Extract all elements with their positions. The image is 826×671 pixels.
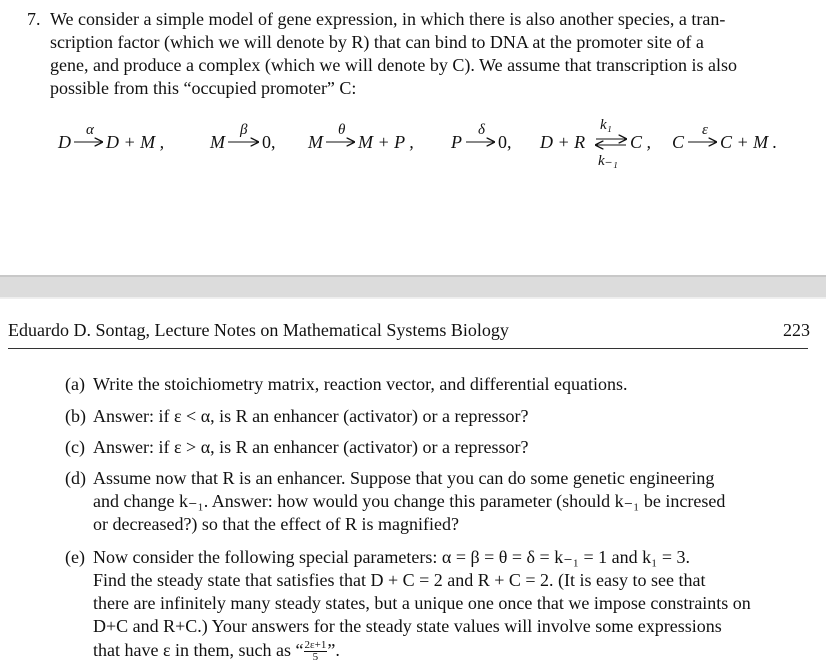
problem-line-2: scription factor (which we will denote by R) that can bind to DNA at the promoter site of a — [50, 32, 704, 52]
r3-right: M + P , — [358, 132, 414, 152]
item-e-line-5-text: that have ε in them, such as “ — [93, 640, 304, 660]
problem-line-1: We consider a simple model of gene expression, in which there is also another species, a tran- — [50, 9, 726, 29]
r5-rate-fwd: k₁ — [600, 117, 612, 133]
r4-rate: δ — [478, 122, 485, 138]
item-c-text: Answer: if ε > α, is R an enhancer (activator) or a repressor? — [93, 437, 529, 457]
item-b-text: Answer: if ε < α, is R an enhancer (activator) or a repressor? — [93, 406, 529, 426]
page-number: 223 — [783, 320, 810, 340]
item-b — [65, 405, 528, 428]
item-a — [65, 373, 628, 396]
r6-left: C — [672, 132, 685, 152]
fraction — [304, 640, 328, 663]
r3-left: M — [308, 132, 323, 152]
r6-rate: ε — [702, 122, 708, 138]
item-d-label: (d) — [65, 468, 86, 488]
item-a-label: (a) — [65, 374, 85, 394]
r5-right: C , — [630, 132, 652, 152]
header-rule — [8, 348, 808, 349]
item-c — [65, 436, 528, 459]
page-separator — [0, 275, 826, 299]
item-d-line-1: Assume now that R is an enhancer. Suppose that you can do some genetic engineering — [93, 468, 715, 488]
problem-line-4: possible from this “occupied promoter” C: — [50, 78, 357, 98]
r2-left: M — [210, 132, 225, 152]
problem-line-3: gene, and produce a complex (which we will denote by C). We assume that transcription is also — [50, 55, 738, 75]
r1-left: D — [58, 132, 71, 152]
r5-rate-bwd: k₋₁ — [598, 153, 618, 169]
fraction-denominator: 5 — [312, 651, 319, 664]
item-b-label: (b) — [65, 406, 86, 426]
reaction-scheme — [58, 118, 798, 178]
fraction-tail: ”. — [327, 640, 340, 660]
fraction-numerator: 2ε+1 — [304, 639, 327, 652]
r2-rate: β — [240, 122, 248, 138]
r1-rate: α — [86, 122, 94, 138]
r4-left: P — [451, 132, 462, 152]
r5-left: D + R — [540, 132, 586, 152]
item-e-line-2: Find the steady state that satisfies that D + C = 2 and R + C = 2. (It is easy to see that — [93, 570, 706, 590]
item-e-line-4: D+C and R+C.) Your answers for the steady state values will involve some expressions — [93, 616, 722, 636]
item-e-line-5 — [93, 639, 340, 663]
item-d — [65, 467, 714, 490]
item-c-label: (c) — [65, 437, 85, 457]
item-e-label: (e) — [65, 547, 85, 567]
item-e-line-3: there are infinitely many steady states, but a unique one once that we impose constraints on — [93, 593, 751, 613]
item-a-text: Write the stoichiometry matrix, reaction vector, and differential equations. — [93, 374, 628, 394]
running-header-title: Eduardo D. Sontag, Lecture Notes on Mathematical Systems Biology — [8, 320, 509, 340]
item-d-line-3: or decreased?) so that the effect of R is magnified? — [93, 514, 460, 534]
r1-right: D + M , — [106, 132, 165, 152]
problem-number: 7. — [27, 9, 41, 29]
r6-right: C + M . — [720, 132, 778, 152]
r2-right: 0, — [262, 132, 276, 152]
item-e — [65, 546, 690, 569]
item-d-line-2: and change k₋₁. Answer: how would you change this parameter (should k₋₁ be incresed — [93, 491, 726, 511]
item-e-line-1: Now consider the following special parameters: α = β = θ = δ = k₋₁ = 1 and k₁ = 3. — [93, 547, 691, 567]
r3-rate: θ — [338, 122, 346, 138]
r4-right: 0, — [498, 132, 512, 152]
reaction-scheme-svg — [58, 118, 798, 178]
